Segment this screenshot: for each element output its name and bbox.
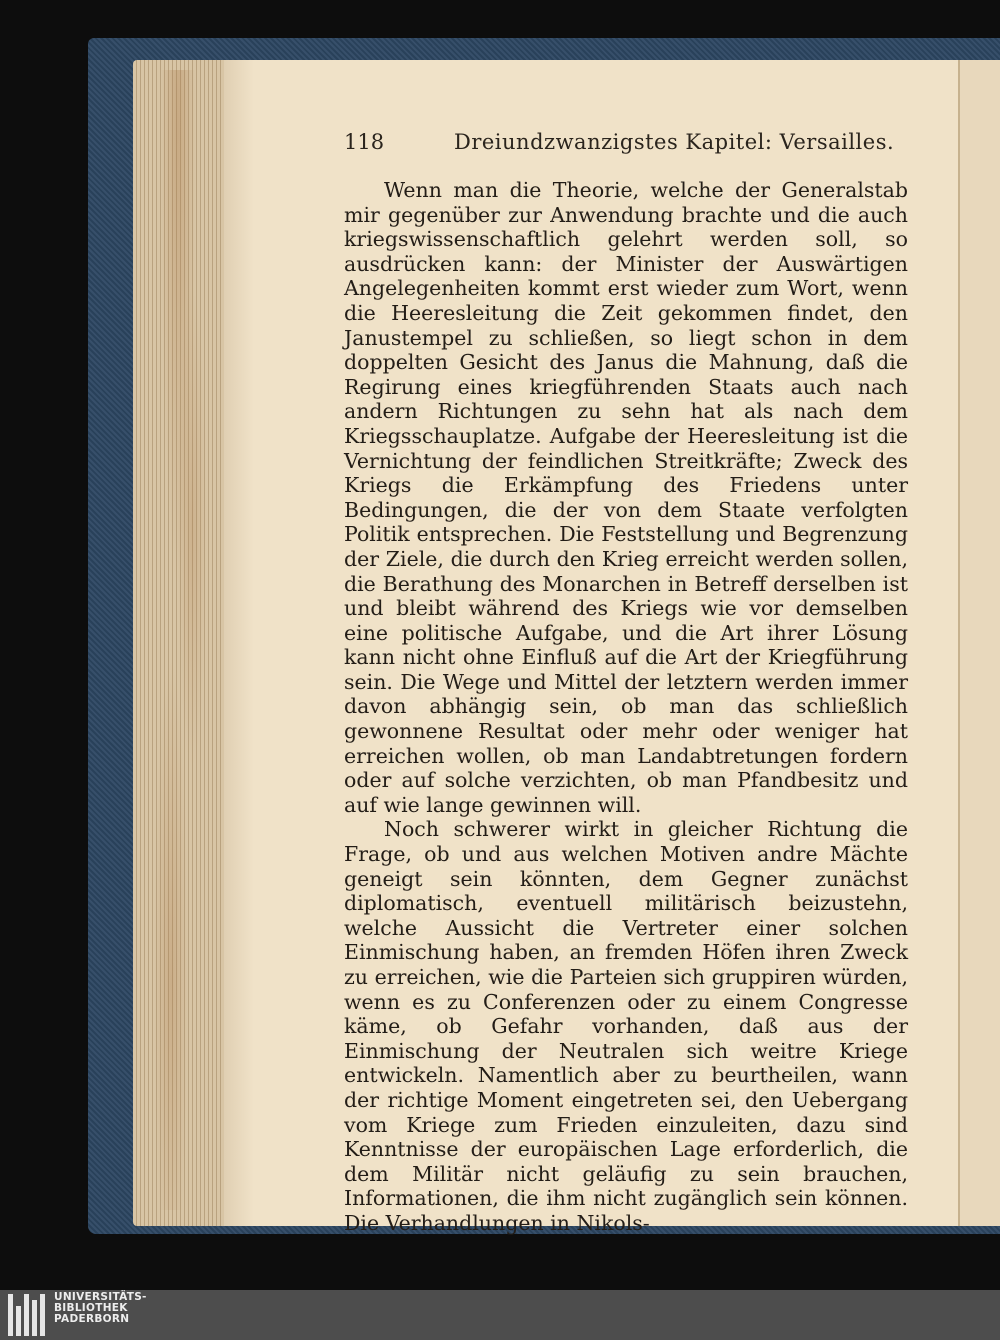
page-number: 118 xyxy=(344,130,385,154)
library-name-line-2: BIBLIOTHEK xyxy=(54,1302,128,1314)
library-name xyxy=(54,1292,147,1325)
body-text xyxy=(344,178,908,1236)
library-name-line-1: UNIVERSITÄTS- xyxy=(54,1291,147,1303)
paragraph-2: Noch schwerer wirkt in gleicher Richtung die Frage, ob und aus welchen Motiven andre Mächte geneigt sein könnten, dem Gegner zunächst diplomatisch, eventuell militärisch beizustehn, welche Aussicht die Vertreter einer solchen Einmischung haben, an fremden Höfen ihren Zweck zu erreichen, wie die Parteien sich gruppiren würden, wenn es zu Conferenzen oder zu einem Congresse käme, ob Gefahr vorhanden, daß aus der Einmischung der Neutralen sich weitre Kriege entwickeln. Namentlich aber zu beurtheilen, wann der richtige Moment eingetreten sei, den Uebergang vom Kriege zum Frieden einzuleiten, dazu sind Kenntnisse der europäischen Lage erforderlich, die dem Militär nicht geläufig zu sein brauchen, Informationen, die ihm nicht zugänglich sein können. Die Verhandlungen in Nikols- xyxy=(344,817,908,1235)
library-name-line-3: PADERBORN xyxy=(54,1313,130,1325)
paragraph-1: Wenn man die Theorie, welche der Generalstab mir gegenüber zur Anwendung brachte und die auch kriegswissenschaftlich gelehrt werden soll, so ausdrücken kann: der Minister der Auswärtigen Angelegenheiten kommt erst wieder zum Wort, wenn die Heeresleitung die Zeit gekommen findet, den Janustempel zu schließen, so liegt schon in dem doppelten Gesicht des Janus die Mahnung, daß die Regirung eines kriegführenden Staats auch nach andern Richtungen zu sehn hat als nach dem Kriegsschauplatze. Aufgabe der Heeresleitung ist die Vernichtung der feindlichen Streitkräfte; Zweck des Kriegs die Erkämpfung des Friedens unter Bedingungen, die der von dem Staate verfolgten Politik entsprechen. Die Feststellung und Begrenzung der Ziele, die durch den Krieg erreicht werden sollen, die Berathung des Monarchen in Betreff derselben ist und bleibt während des Kriegs wie vor demselben eine politische Aufgabe, und die Art ihrer Lösung kann nicht ohne Einfluß auf die Art der Kriegführung sein. Die Wege und Mittel der letztern werden immer davon abhängig sein, ob man das schließlich gewonnene Resultat oder mehr oder weniger hat erreichen wollen, ob man Landabtretungen fordern oder auf solche verzichten, ob man Pfandbesitz und auf wie lange gewinnen will. xyxy=(344,178,908,817)
library-logo-icon xyxy=(8,1294,48,1336)
page-header xyxy=(344,130,910,162)
running-title: Dreiundzwanzigstes Kapitel: Versailles. xyxy=(454,130,895,154)
page-edge-stains xyxy=(150,70,220,1210)
facing-page-edge xyxy=(958,60,1000,1226)
library-footer xyxy=(0,1290,1000,1340)
